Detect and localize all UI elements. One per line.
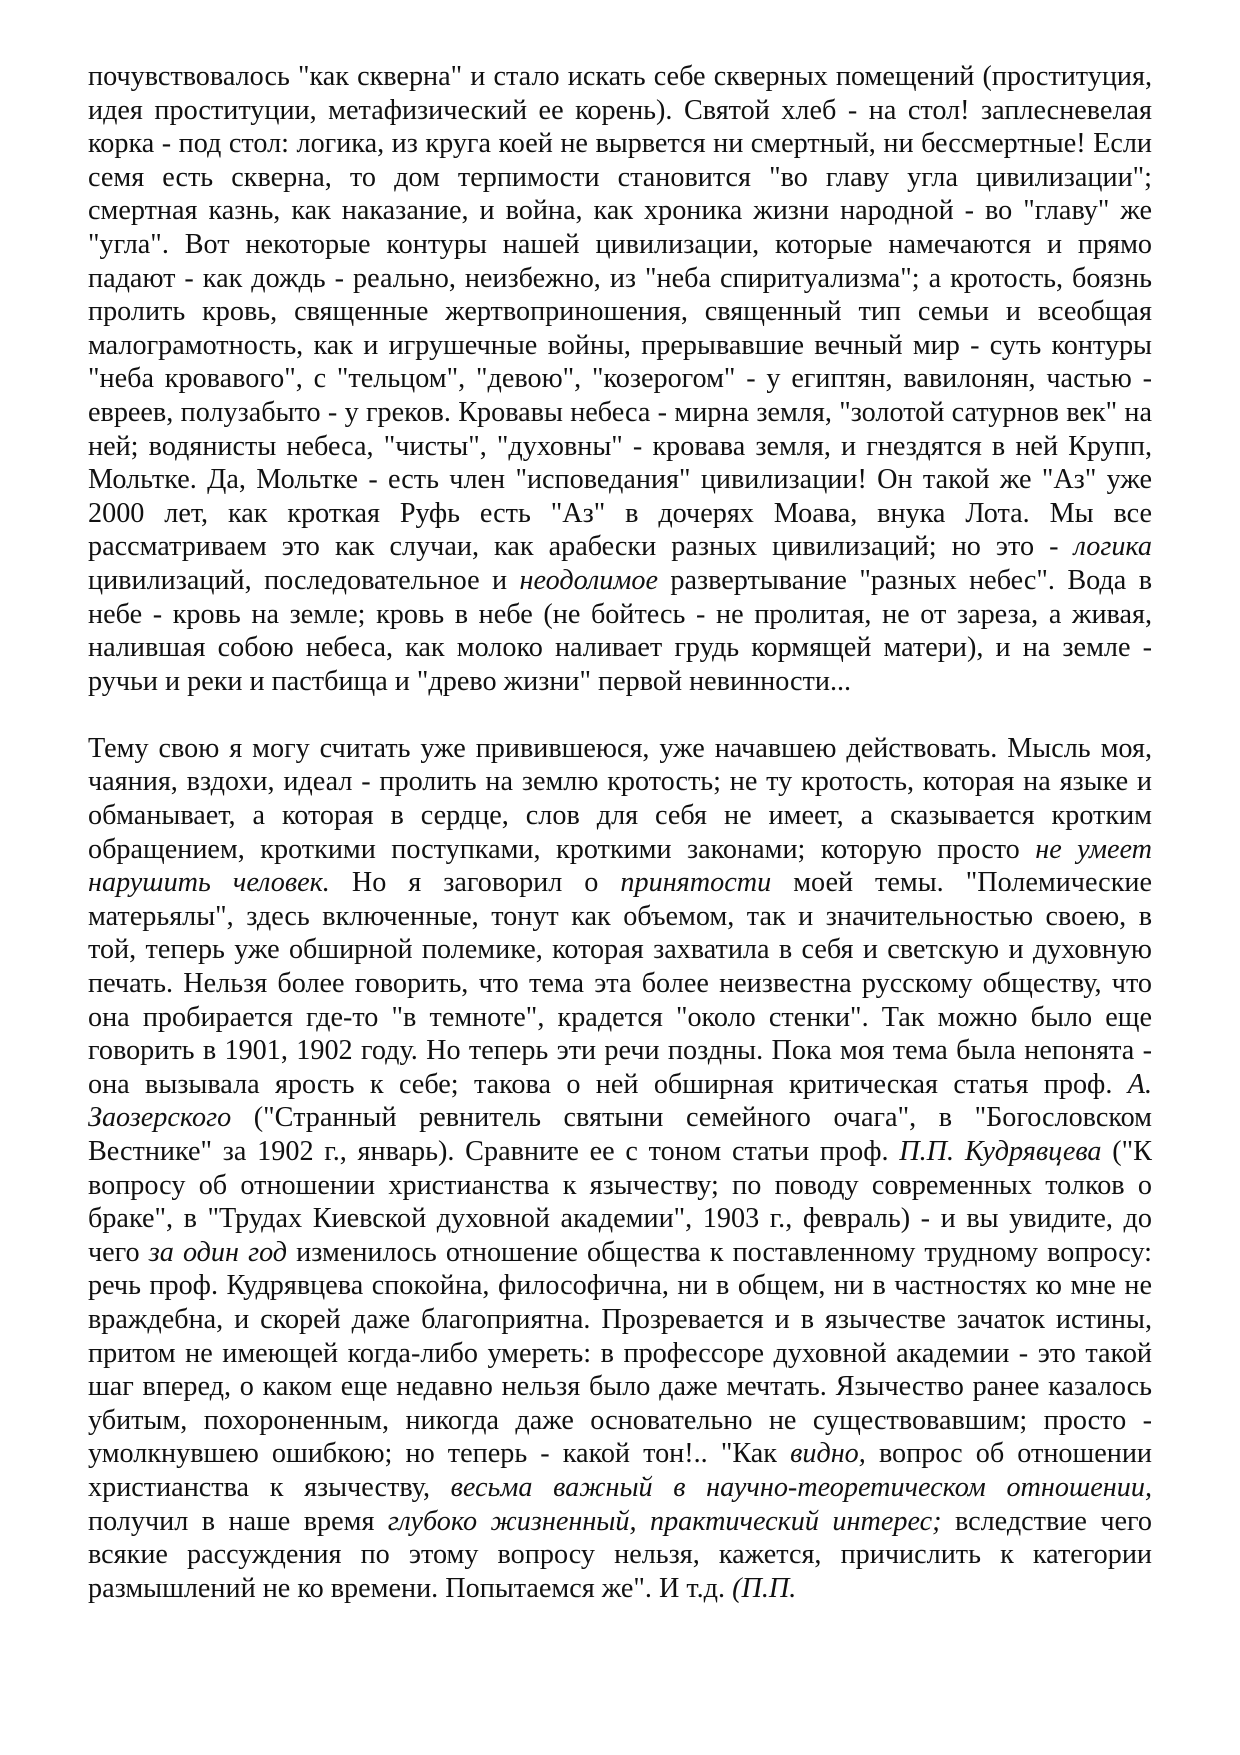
text-segment: получил в наше время [88,1505,388,1537]
document-page [88,60,1152,1605]
italic-text-segment: логика [1073,531,1152,563]
text-segment: почувствовалось "как скверна" и стало искать себе скверных помещений (проституция, идея проституции, метафизический ее корень). Святой хлеб - на стол! заплесневелая корка - под стол: логика, из круга коей не вырвется ни смертный, ни бессмертные! Если семя есть скверна, то дом терпимости становится "во главу угла цивилизации"; смертная казнь, как наказание, и война, как хроника жизни народной - во "главу" же "угла". Вот некоторые контуры нашей цивилизации, которые намечаются и прямо падают - как дождь - реально, неизбежно, из "неба спиритуализма"; а кротость, боязнь пролить кровь, священные жертвоприношения, священный тип семьи и всеобщая малограмотность, как и игрушечные войны, прерывавшие вечный мир - суть контуры "неба кровавого", с "тельцом", "девою", "козерогом" - у египтян, вавилонян, частью - евреев, полузабыто - у греков. Кровавы небеса - мирна земля, "золотой сатурнов век" на ней; водянисты небеса, "чисты", "духовны" - кровава земля, и гнездятся в ней Крупп, Мольтке. Да, Мольтке - есть член "исповедания" цивилизации! Он такой же "Аз" уже 2000 лет, как кроткая Руфь есть "Аз" в дочерях Моава, внука Лота. Мы все рассматриваем это как случаи, как арабески разных цивилизаций; но это - [88,61,1152,563]
italic-text-segment: П.П. Кудрявцева [899,1136,1102,1167]
italic-text-segment: (П.П. [732,1572,797,1604]
italic-text-segment: видно, [790,1438,866,1470]
text-segment: ("К вопросу об отношении христианства к язычеству; по поводу современных толков о браке", в "Трудах Киевской духовной академии", 1903 г., февраль) - и вы увидите, до чего [88,1136,1152,1268]
italic-text-segment: за один год [148,1236,288,1268]
italic-text-segment: А. Заозерского [88,1068,1152,1134]
italic-text-segment: глубоко жизненный, практический интерес; [387,1505,942,1537]
italic-text-segment: принятости [620,867,772,899]
italic-text-segment: не умеет нарушить человек. [88,833,1152,899]
text-segment: развертывание "разных небес". Вода в небе - кровь на земле; кровь в небе (не бойтесь - не пролитая, не от зареза, а живая, налившая собою небеса, как молоко наливает грудь кормящей матери), и на земле - ручьи и реки и пастбища и "древо жизни" первой невинности... [88,564,1153,697]
text-segment: вопрос об отношении христианства к язычеству, [88,1438,1152,1503]
text-segment: Но я заговорил о [329,867,621,899]
text-segment: моей темы. "Полемические матерьялы", здесь включенные, тонут как объемом, так и значительностью своею, в той, теперь уже обширной полемике, которая захватила в себя и светскую и духовную печать. Нельзя более говорить, что тема эта более неизвестна русскому обществу, что она пробирается где-то "в темноте", крадется "около стенки". Так можно было еще говорить в 1901, 1902 году. Но теперь эти речи поздны. Пока моя тема была непонята - она вызывала ярость к себе; такова о ней обширная критическая статья проф. [88,867,1152,1100]
text-segment: Тему свою я могу считать уже привившеюся, уже начавшею действовать. Мысль моя, чаяния, вздохи, идеал - пролить на землю кротость; не ту кротость, которая на языке и обманывает, а которая в сердце, слов для себя не имеет, а сказывается кротким обращением, кроткими поступками, кроткими законами; которую просто [88,732,1152,865]
text-segment: вследствие чего всякие рассуждения по этому вопросу нельзя, кажется, причислить к категории размышлений не ко времени. Попытаемся же". И т.д. [88,1505,1152,1604]
italic-text-segment: неодолимое [519,564,658,596]
italic-text-segment: весьма важный в научно-теоретическом отношении, [450,1471,1152,1503]
text-segment: ("Странный ревнитель святыни семейного очага", в "Богословском Вестнике" за 1902 г., январь). Сравните ее с тоном статьи проф. [88,1102,1152,1167]
text-segment: изменилось отношение общества к поставленному трудному вопросу: речь проф. Кудрявцева спокойна, философична, ни в общем, ни в частностях ко мне не враждебна, и скорей даже благоприятна. Прозревается и в язычестве зачаток истины, притом не имеющей когда-либо умереть: в профессоре духовной академии - это такой шаг вперед, о каком еще недавно нельзя было даже мечтать. Язычество ранее казалось убитым, похороненным, никогда даже основательно не существовавшим; просто - умолкнувшею ошибкою; но теперь - какой тон!.. "Как [88,1236,1152,1470]
paragraph-2 [88,732,1152,1605]
paragraph-1 [88,60,1152,698]
text-segment: цивилизаций, последовательное и [88,564,520,596]
